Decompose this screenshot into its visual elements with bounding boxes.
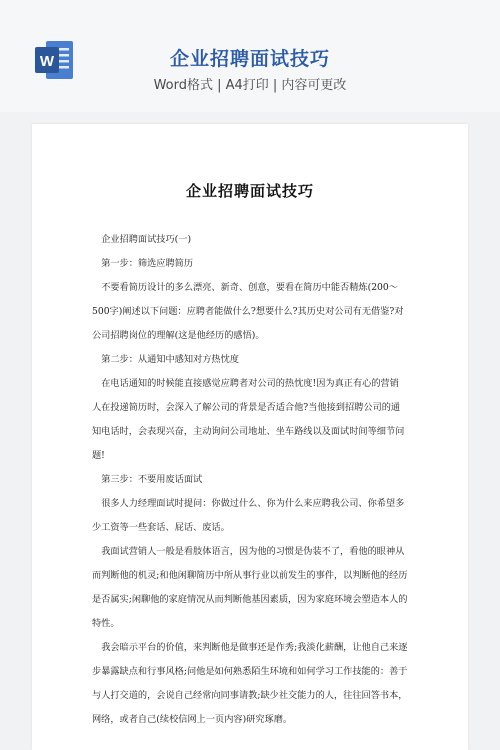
doc-step-heading: 第二步：从通知中感知对方热忱度 (101, 354, 239, 365)
doc-paragraph: 很多人力经理面试时提问：你做过什么、你为什么来应聘我公司、你希望多少工资等一些套话、屁话、废话。 (92, 498, 405, 533)
document-body (92, 228, 408, 732)
doc-paragraph: 不要看简历设计的多么漂亮、新奇、创意，要看在简历中能否精炼(200～500字)阐述以下问题：应聘者能做什么?想要什么?其历史对公司有无借鉴?对公司招聘岗位的理解(这是他经历的感悟)。 (92, 282, 404, 341)
document-title: 企业招聘面试技巧 (185, 182, 314, 200)
word-logo-letter: W (39, 53, 55, 70)
doc-paragraph: 在电话通知的时候能直接感觉应聘者对公司的热忱度!因为真正有心的营销人在投递简历时，会深入了解公司的背景是否适合他?当他接到招聘公司的通知电话时，会表现兴奋，主动询问公司地址、坐车路线以及面试时间等细节问题! (92, 378, 405, 461)
doc-step-heading: 第三步：不要用废话面试 (101, 474, 203, 485)
header-title: 企业招聘面试技巧 (169, 48, 330, 70)
doc-step-heading: 第一步：筛选应聘简历 (101, 258, 194, 269)
page-header (0, 0, 500, 112)
header-subtitle: Word格式 | A4打印 | 内容可更改 (153, 78, 347, 93)
doc-paragraph: 企业招聘面试技巧(一) (101, 234, 192, 245)
doc-paragraph: 我会暗示平台的价值，来判断他是做事还是作秀;我淡化薪酬，让他自己来逐步暴露缺点和行事风格;问他是如何熟悉陌生环境和如何学习工作技能的：善于与人打交道的，会说自己经常向同事请教;缺少社交能力的人，往往回答书本，网络，或者自己(续校信网上一页内容)研究琢磨。 (92, 642, 408, 725)
doc-paragraph: 我面试营销人一般是看肢体语言，因为他的习惯是伪装不了，看他的眼神从而判断他的机灵;和他闲聊简历中所从事行业以前发生的事件，以判断他的经历是否属实;闲聊他的家庭情况从而判断他基因素质，因为家庭环境会塑造本人的特性。 (92, 546, 408, 629)
document-page (32, 124, 468, 750)
